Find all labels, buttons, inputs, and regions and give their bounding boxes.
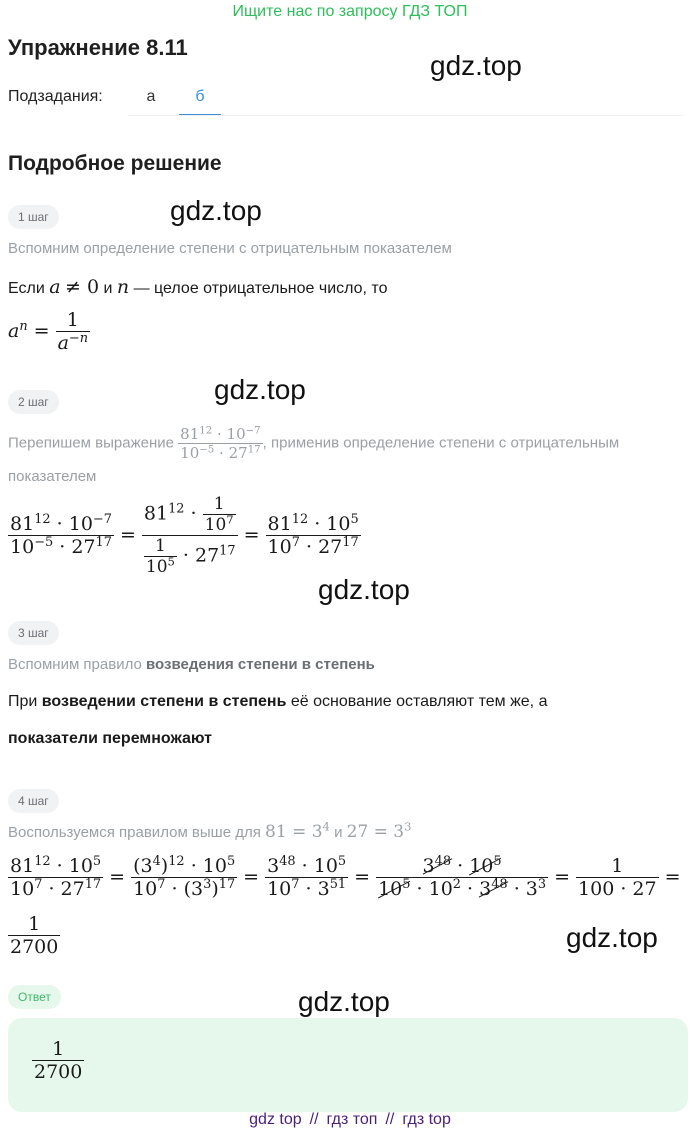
step4-formula-result: $\frac{1}{2700}$ xyxy=(10,913,59,958)
footer-link[interactable]: gdz top xyxy=(249,1111,302,1128)
page-title: Упражнение 8.11 xyxy=(8,35,188,60)
subtasks-divider xyxy=(128,115,684,116)
answer-box xyxy=(8,1018,688,1112)
footer-link[interactable]: гдз топ xyxy=(326,1111,378,1128)
step-badge: 2 шаг xyxy=(8,390,59,414)
step-hint: Перепишем выражение $\frac{81^{12} \cdot 10^{-7}}{10^{-5} \cdot 27^{17}}$ , применив определение степени с отрицательным xyxy=(8,425,620,462)
watermark: gdz.top xyxy=(318,574,410,605)
step4-formula: $\frac{81^{12} \cdot 10^5}{10^7 \cdot 27^{17}}$ = $\frac{(3^4)^{12} \cdot 10^5}{10^7 \cdot (3^3)^{17}}$ = $\frac{3^{48} \cdot 10^5}{10^7 \cdot 3^{51}}$ = $\frac{3^{48} \cdot 10^5}{10^5 \cdot 10^2 \cdot 3^{48} \cdot 3^3}$ = $\frac{1}{100 \cdot 27}$ = xyxy=(10,853,681,900)
section-title: Подробное решение xyxy=(8,152,222,175)
step-text-line2: показатели перемножают xyxy=(8,730,212,747)
subtask-tab-a[interactable]: а xyxy=(146,88,156,105)
promo-banner[interactable]: Ищите нас по запросу ГДЗ ТОП xyxy=(232,3,468,20)
subtask-tab-b[interactable]: б xyxy=(179,78,221,116)
answer-badge: Ответ xyxy=(8,985,61,1009)
definition-formula: $a^n$ = $\frac{1}{a^{-n}}$ xyxy=(8,309,89,354)
watermark: gdz.top xyxy=(214,374,306,405)
watermark: gdz.top xyxy=(566,922,658,953)
step-text: Если a ≠ 0 и n — целое отрицательное число, то xyxy=(8,276,388,298)
step2-formula: $\frac{81^{12} \cdot 10^{-7}}{10^{-5} \cdot 27^{17}}$ = $81^{12}$ · $\frac{1}{10^7}$ $\frac{1}{10^5}$ · $27^{17}$ = $\frac{81^{12} \cdot 10^5}{10^7 \cdot 27^{17}}$ xyxy=(10,494,359,577)
step-badge: 1 шаг xyxy=(8,205,59,229)
watermark: gdz.top xyxy=(430,50,522,81)
step-text: При возведении степени в степень её основание оставляют тем же, а xyxy=(8,693,548,710)
step-badge: 4 шаг xyxy=(8,789,59,813)
answer-value: $\frac{1}{2700}$ xyxy=(34,1038,83,1083)
step-hint: Вспомним определение степени с отрицательным показателем xyxy=(8,240,452,257)
subtasks-label: Подзадания: xyxy=(8,88,103,105)
step-hint: Воспользуемся правилом выше для $81 = 3^4$ и $27 = 3^3$ xyxy=(8,819,412,842)
watermark: gdz.top xyxy=(170,195,262,226)
step-hint-line2: показателем xyxy=(8,468,97,485)
step-hint: Вспомним правило возведения степени в степень xyxy=(8,656,375,673)
step-badge: 3 шаг xyxy=(8,621,59,645)
footer-link[interactable]: гдз top xyxy=(402,1111,451,1128)
footer-links: gdz top // гдз топ // гдз top xyxy=(249,1111,451,1128)
watermark: gdz.top xyxy=(298,986,390,1017)
